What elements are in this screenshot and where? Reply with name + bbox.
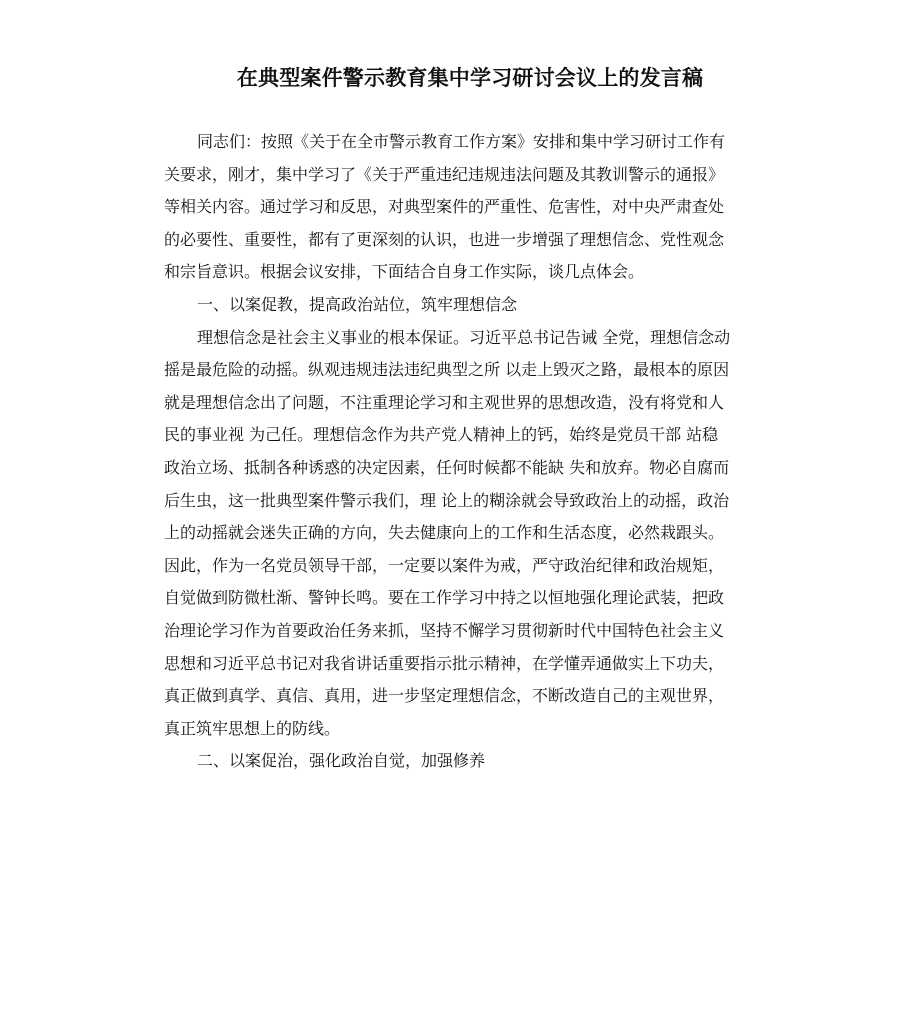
- paragraph-line: 和宗旨意识。根据会议安排，下面结合自身工作实际，谈几点体会。: [164, 262, 645, 282]
- paragraph-line: 思想和习近平总书记对我省讲话重要指示批示精神，在学懂弄通做实上下功夫，: [164, 653, 725, 673]
- paragraph-line: 摇是最危险的动摇。纵观违规违法违纪典型之所 以走上毁灭之路，最根本的原因: [164, 360, 730, 380]
- paragraph-line: 民的事业视 为己任。理想信念作为共产党人精神上的钙，始终是党员干部 站稳: [164, 425, 719, 445]
- paragraph-line: 治理论学习作为首要政治任务来抓，坚持不懈学习贯彻新时代中国特色社会主义: [164, 620, 725, 640]
- paragraph-line: 的必要性、重要性，都有了更深刻的认识，也进一步增强了理想信念、党性观念: [164, 229, 725, 249]
- section-heading: 二、以案促治，强化政治自觉，加强修养: [197, 751, 486, 771]
- document-body: [164, 126, 758, 778]
- paragraph-line: 同志们：按照《关于在全市警示教育工作方案》安排和集中学习研讨工作有: [197, 132, 726, 151]
- document-title: 在典型案件警示教育集中学习研讨会议上的发言稿: [236, 66, 704, 90]
- paragraph-line: 真正做到真学、真信、真用，进一步坚定理想信念，不断改造自己的主观世界，: [164, 686, 725, 706]
- paragraph-line: 后生虫，这一批典型案件警示我们，理 论上的糊涂就会导致政治上的动摇，政治: [164, 490, 730, 510]
- paragraph-line: 关要求，刚才，集中学习了《关于严重违纪违规违法问题及其教训警示的通报》: [164, 164, 725, 184]
- paragraph-line: 上的动摇就会迷失正确的方向，失去健康向上的工作和生活态度，必然栽跟头。: [164, 523, 725, 543]
- paragraph-line: 等相关内容。通过学习和反思，对典型案件的严重性、危害性，对中央严肃查处: [164, 197, 725, 217]
- paragraph-line: 因此，作为一名党员领导干部，一定要以案件为戒，严守政治纪律和政治规矩，: [164, 555, 725, 575]
- section-heading: 一、以案促教，提高政治站位，筑牢理想信念: [197, 294, 518, 314]
- paragraph-line: 自觉做到防微杜渐、警钟长鸣。要在工作学习中持之以恒地强化理论武装，把政: [164, 588, 725, 608]
- paragraph-line: 政治立场、抵制各种诱惑的决定因素，任何时候都不能缺 失和放弃。物必自腐而: [164, 457, 730, 477]
- paragraph-line: 理想信念是社会主义事业的根本保证。习近平总书记告诫 全党，理想信念动: [197, 327, 731, 347]
- paragraph-line: 就是理想信念出了问题，不注重理论学习和主观世界的思想改造，没有将党和人: [164, 392, 725, 412]
- paragraph-line: 真正筑牢思想上的防线。: [164, 718, 341, 738]
